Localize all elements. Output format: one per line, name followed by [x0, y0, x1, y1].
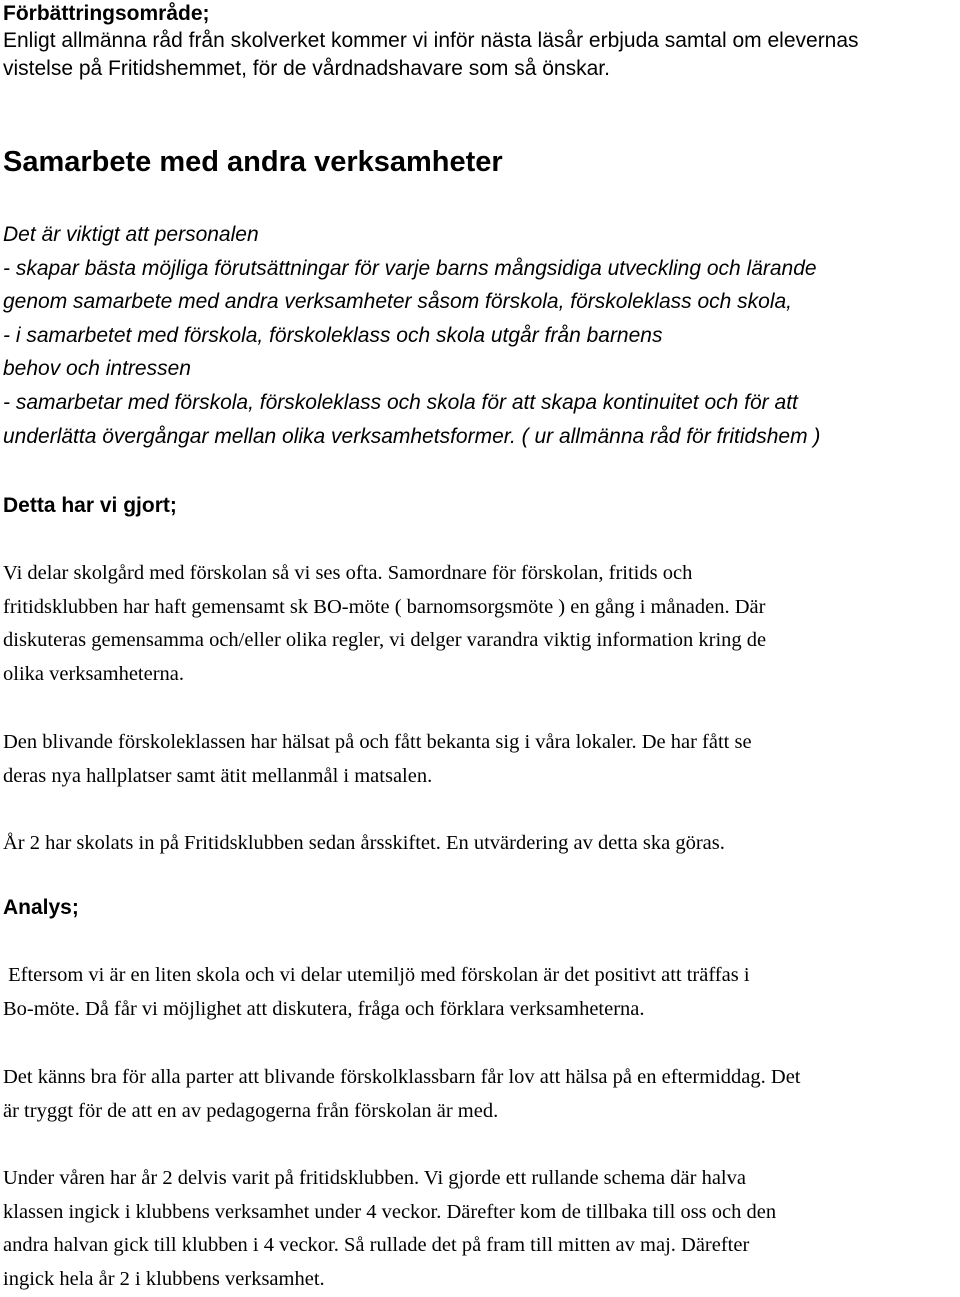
- text-line: deras nya hallplatser samt ätit mellanmål i matsalen.: [3, 764, 433, 787]
- text-line: ingick hela år 2 i klubbens verksamhet.: [3, 1268, 325, 1291]
- analysis-paragraph-3: [3, 1162, 958, 1297]
- text-line: Den blivande förskoleklassen har hälsat på och fått bekanta sig i våra lokaler. De har fått se: [3, 731, 752, 753]
- text-line: andra halvan gick till klubben i 4 veckor. Så rullade det på fram till mitten av maj. Därefter: [3, 1234, 750, 1257]
- text-line: diskuteras gemensamma och/eller olika regler, vi delger varandra viktig information kring de: [3, 629, 767, 652]
- text-line: - i samarbetet med förskola, förskoleklass och skola utgår från barnens: [3, 323, 663, 347]
- section-title: Samarbete med andra verksamheter: [3, 146, 503, 178]
- text-line: År 2 har skolats in på Fritidsklubben sedan årsskiftet. En utvärdering av detta ska göras.: [3, 832, 725, 854]
- done-heading: Detta har vi gjort;: [3, 494, 177, 517]
- text-line: Vi delar skolgård med förskolan så vi ses ofta. Samordnare för förskolan, fritids och: [3, 562, 693, 584]
- text-line: klassen ingick i klubbens verksamhet under 4 veckor. Därefter kom de tillbaka till oss och den: [3, 1200, 777, 1223]
- text-line: underlätta övergångar mellan olika verksamhetsformer. ( ur allmänna råd för fritidshem ): [3, 424, 821, 448]
- text-line: Under våren har år 2 delvis varit på fritidsklubben. Vi gjorde ett rullande schema där halva: [3, 1167, 746, 1189]
- analysis-heading: Analys;: [3, 896, 79, 919]
- text-line: Det känns bra för alla parter att blivande förskolklassbarn får lov att hälsa på en eftermiddag. Det: [3, 1066, 801, 1088]
- text-line: Bo-möte. Då får vi möjlighet att diskutera, fråga och förklara verksamheterna.: [3, 997, 645, 1020]
- text-line: olika verksamheterna.: [3, 663, 185, 686]
- guidelines-quote: [3, 218, 958, 453]
- done-paragraph-2: [3, 726, 958, 793]
- done-paragraph-1: [3, 557, 958, 692]
- done-paragraph-3: [3, 827, 958, 861]
- text-line: Det är viktigt att personalen: [3, 223, 259, 246]
- text-line: - skapar bästa möjliga förutsättningar för varje barns mångsidiga utveckling och lärande: [3, 256, 817, 280]
- text-line: - samarbetar med förskola, förskoleklass och skola för att skapa kontinuitet och för att: [3, 390, 798, 414]
- text-line: vistelse på Fritidshemmet, för de vårdnadshavare som så önskar.: [3, 57, 610, 80]
- text-line: Eftersom vi är en liten skola och vi delar utemiljö med förskolan är det positivt att träffas i: [3, 964, 750, 986]
- text-line: är tryggt för de att en av pedagogerna från förskolan är med.: [3, 1099, 499, 1122]
- analysis-paragraph-2: [3, 1061, 958, 1128]
- improvement-paragraph: [3, 27, 958, 83]
- analysis-paragraph-1: [3, 959, 958, 1026]
- improvement-heading: Förbättringsområde;: [3, 2, 210, 25]
- text-line: fritidsklubben har haft gemensamt sk BO-möte ( barnomsorgsmöte ) en gång i månaden. Där: [3, 595, 766, 618]
- text-line: Enligt allmänna råd från skolverket kommer vi inför nästa läsår erbjuda samtal om elevernas: [3, 29, 859, 52]
- text-line: behov och intressen: [3, 357, 191, 381]
- text-line: genom samarbete med andra verksamheter såsom förskola, förskoleklass och skola,: [3, 290, 793, 314]
